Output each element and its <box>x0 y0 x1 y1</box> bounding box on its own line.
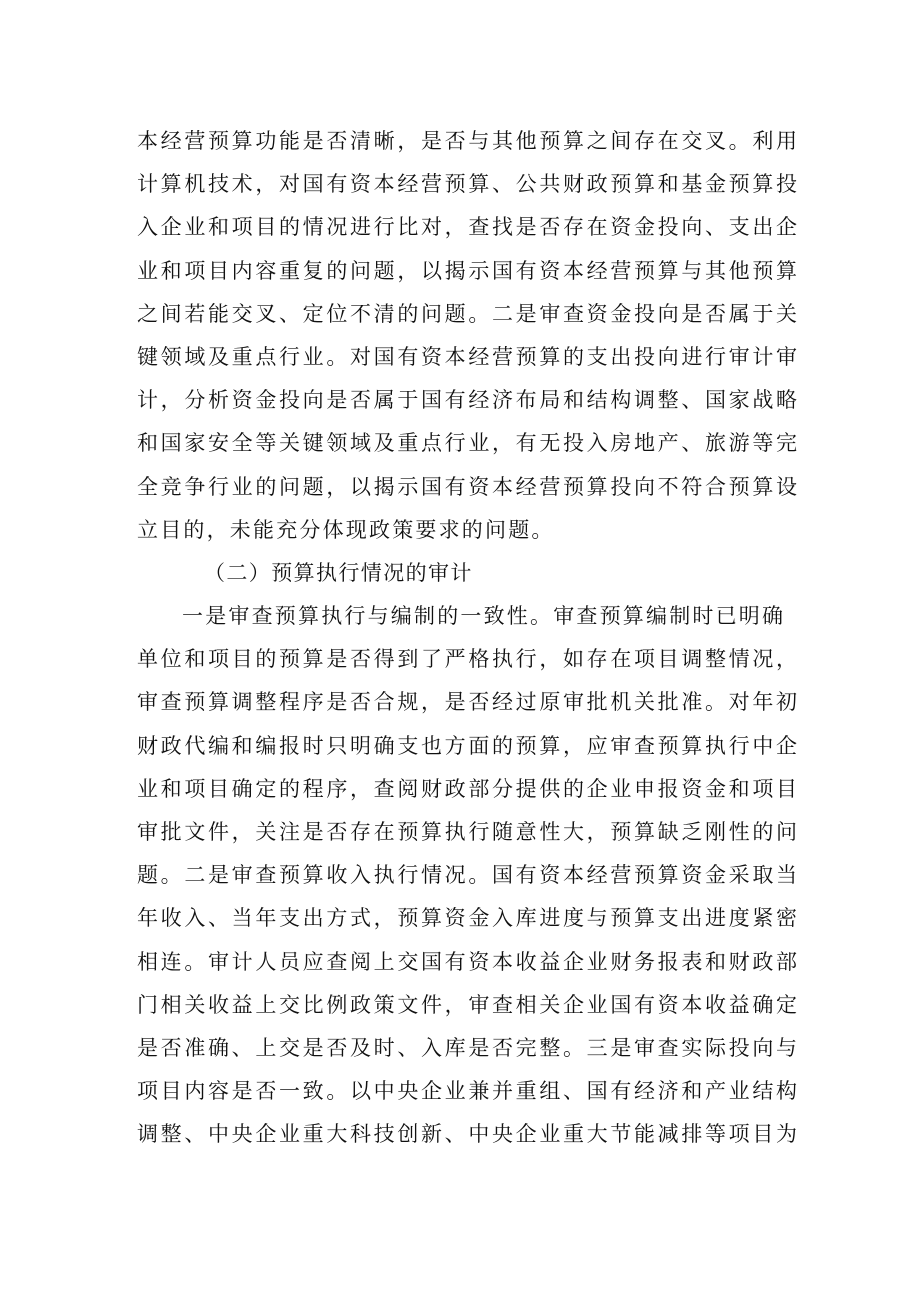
body-text <box>137 120 797 1157</box>
text-line: 和国家安全等关键领域及重点行业，有无投入房地产、旅游等完 <box>137 431 797 456</box>
section-heading: （二）预算执行情况的审计 <box>204 560 473 585</box>
paragraph-budget-execution <box>137 595 797 1156</box>
text-line: 审查预算调整程序是否合规，是否经过原审批机关批准。对年初 <box>137 690 797 715</box>
text-line: 本经营预算功能是否清晰，是否与其他预算之间存在交叉。利用 <box>137 129 797 153</box>
text-line: 财政代编和编报时只明确支也方面的预算，应审查预算执行中企 <box>137 733 797 758</box>
text-line: 审批文件，关注是否存在预算执行随意性大，预算缺乏刚性的问 <box>137 820 797 844</box>
text-line: 是否准确、上交是否及时、入库是否完整。三是审查实际投向与 <box>137 1035 797 1060</box>
text-line: 门相关收益上交比例政策文件，审查相关企业国有资本收益确定 <box>137 992 797 1017</box>
text-line: 年收入、当年支出方式，预算资金入库进度与预算支出进度紧密 <box>137 906 797 931</box>
paragraph-budget-function <box>137 120 797 552</box>
text-line: 项目内容是否一致。以中央企业兼并重组、国有经济和产业结构 <box>137 1079 797 1104</box>
text-line: 相连。审计人员应查阅上交国有资本收益企业财务报表和财政部 <box>137 949 797 974</box>
text-line: 题。二是审查预算收入执行情况。国有资本经营预算资金采取当 <box>137 863 797 888</box>
text-line: 一是审查预算执行与编制的一致性。审查预算编制时已明确 <box>182 604 786 629</box>
text-line: 全竞争行业的问题，以揭示国有资本经营预算投向不符合预算设 <box>137 474 797 499</box>
text-line: 立目的，未能充分体现政策要求的问题。 <box>137 517 555 542</box>
text-line: 调整、中央企业重大科技创新、中央企业重大节能减排等项目为 <box>137 1122 797 1147</box>
text-line: 之间若能交叉、定位不清的问题。二是审查资金投向是否属于关 <box>137 301 797 326</box>
text-line: 入企业和项目的情况进行比对，查找是否存在资金投向、支出企 <box>137 215 797 240</box>
text-line: 键领域及重点行业。对国有资本经营预算的支出投向进行审计审 <box>137 344 797 369</box>
text-line: 业和项目内容重复的问题，以揭示国有资本经营预算与其他预算 <box>137 258 797 283</box>
text-line: 单位和项目的预算是否得到了严格执行，如存在项目调整情况， <box>137 647 797 672</box>
text-line: 计，分析资金投向是否属于国有经济布局和结构调整、国家战略 <box>137 388 797 413</box>
text-line: 业和项目确定的程序，查阅财政部分提供的企业申报资金和项目 <box>137 776 797 801</box>
text-line: 计算机技术，对国有资本经营预算、公共财政预算和基金预算投 <box>137 172 797 197</box>
